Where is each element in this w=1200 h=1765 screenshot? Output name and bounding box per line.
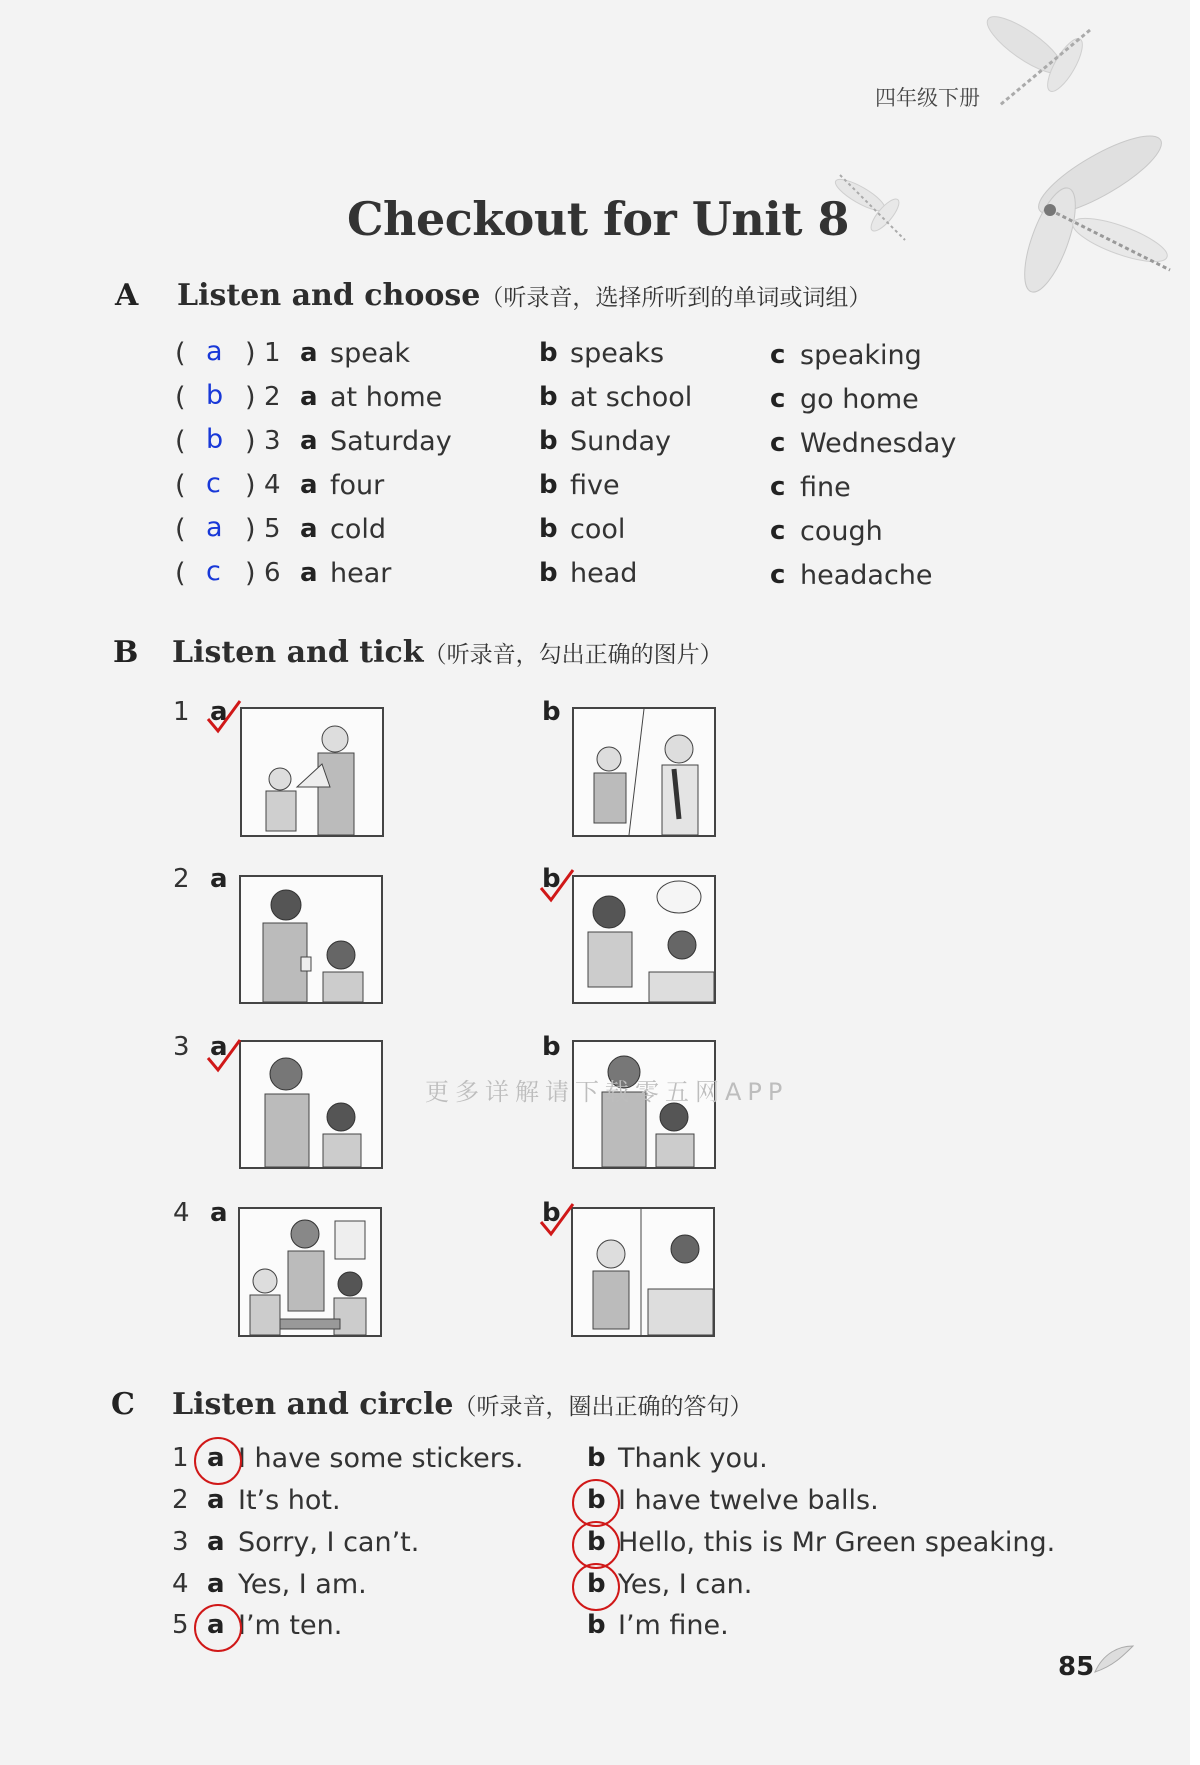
c4-label-a[interactable]: a — [207, 1569, 225, 1599]
a4-label-b: b — [539, 470, 558, 500]
section-c-heading: Listen and circle（听录音，圈出正确的答句） — [172, 1387, 753, 1422]
b3a-picture-woman-and-girl[interactable] — [239, 1040, 383, 1169]
section-a-letter: A — [115, 278, 139, 313]
c5-option-b: I’m fine. — [618, 1610, 729, 1641]
page-title: Checkout for Unit 8 — [346, 192, 850, 246]
a4-label-a: a — [300, 470, 318, 500]
a5-number: 5 — [264, 514, 281, 544]
b2-option-a-label: a — [210, 864, 228, 894]
a1-option-c: speaking — [800, 340, 922, 371]
tick-mark-b3-a — [204, 1036, 244, 1076]
section-b-instruction: （听录音，勾出正确的图片） — [423, 642, 723, 668]
b2-option-b-label: b — [542, 864, 561, 894]
page-edge — [1190, 0, 1200, 1765]
dragonfly-decoration-icon — [980, 10, 1110, 130]
a6-open-paren: ( — [175, 558, 186, 589]
a2-open-paren: ( — [175, 382, 186, 413]
b4-option-a-label: a — [210, 1198, 228, 1228]
a2-number: 2 — [264, 382, 281, 412]
a2-option-c: go home — [800, 384, 919, 415]
a6-label-b: b — [539, 558, 558, 588]
c2-label-b[interactable]: b — [587, 1485, 606, 1515]
tick-mark-b1-a — [204, 697, 244, 737]
a5-label-c: c — [770, 516, 786, 546]
c4-number: 4 — [172, 1569, 189, 1599]
a6-option-a: hear — [330, 558, 392, 589]
a3-option-c: Wednesday — [800, 428, 957, 459]
c3-label-a[interactable]: a — [207, 1527, 225, 1557]
a4-number: 4 — [264, 470, 281, 500]
section-a-instruction: （听录音，选择所听到的单词或词组） — [480, 285, 872, 311]
a1-label-a: a — [300, 338, 318, 368]
page-number: 85 — [1058, 1652, 1095, 1682]
a5-option-c: cough — [800, 516, 883, 547]
c4-option-b: Yes, I can. — [618, 1569, 753, 1600]
watermark-text: 更多详解请下载零五网APP — [425, 1078, 789, 1106]
c2-option-a: It’s hot. — [238, 1485, 341, 1516]
b3-option-a-label: a — [210, 1032, 228, 1062]
c3-number: 3 — [172, 1527, 189, 1557]
b4-option-b-label: b — [542, 1198, 561, 1228]
b3-option-b-label: b — [542, 1032, 561, 1062]
a3-option-a: Saturday — [330, 426, 452, 457]
c3-option-a: Sorry, I can’t. — [238, 1527, 420, 1558]
c1-label-a[interactable]: a — [207, 1443, 225, 1473]
a3-close-paren: ) — [245, 426, 256, 457]
c5-option-a: I’m ten. — [238, 1610, 343, 1641]
c1-option-a: I have some stickers. — [238, 1443, 524, 1474]
b2-number: 2 — [173, 864, 190, 894]
a5-option-a: cold — [330, 514, 387, 545]
tick-mark-b2-b — [537, 866, 577, 906]
a3-label-c: c — [770, 428, 786, 458]
a4-option-b: five — [570, 470, 620, 501]
section-b-heading: Listen and tick（听录音，勾出正确的图片） — [172, 635, 723, 670]
a5-option-b: cool — [570, 514, 626, 545]
a3-option-b: Sunday — [570, 426, 672, 457]
a2-label-c: c — [770, 384, 786, 414]
a2-answer[interactable]: b — [206, 380, 224, 411]
a4-option-c: fine — [800, 472, 851, 503]
a6-close-paren: ) — [245, 558, 256, 589]
c3-answer-circle — [572, 1521, 620, 1569]
b2a-picture-mother-and-child[interactable] — [239, 875, 383, 1004]
c2-answer-circle — [572, 1479, 620, 1527]
b1-number: 1 — [173, 697, 190, 727]
leaf-decoration-icon — [1093, 1644, 1135, 1674]
a1-number: 1 — [264, 338, 281, 368]
c4-label-b[interactable]: b — [587, 1569, 606, 1599]
b4a-picture-shop-scene[interactable] — [238, 1207, 382, 1337]
a5-label-a: a — [300, 514, 318, 544]
a6-label-a: a — [300, 558, 318, 588]
c5-answer-circle — [194, 1604, 242, 1652]
c4-answer-circle — [572, 1563, 620, 1611]
a2-label-b: b — [539, 382, 558, 412]
a4-option-a: four — [330, 470, 385, 501]
section-c-letter: C — [111, 1387, 135, 1422]
a1-open-paren: ( — [175, 338, 186, 369]
a5-close-paren: ) — [245, 514, 256, 545]
a1-option-b: speaks — [570, 338, 665, 369]
a6-option-b: head — [570, 558, 638, 589]
a1-close-paren: ) — [245, 338, 256, 369]
grade-label: 四年级下册 — [875, 86, 980, 110]
c2-option-b: I have twelve balls. — [618, 1485, 879, 1516]
b1b-picture-phone-call[interactable] — [572, 707, 716, 837]
a1-label-c: c — [770, 340, 786, 370]
a6-answer[interactable]: c — [206, 556, 221, 587]
b1-option-a-label: a — [210, 697, 228, 727]
a5-label-b: b — [539, 514, 558, 544]
a3-answer[interactable]: b — [206, 424, 224, 455]
a5-open-paren: ( — [175, 514, 186, 545]
c5-label-a[interactable]: a — [207, 1610, 225, 1640]
b1-option-b-label: b — [542, 697, 561, 727]
a2-option-b: at school — [570, 382, 693, 413]
a2-option-a: at home — [330, 382, 443, 413]
b4b-picture-boy-on-phone[interactable] — [571, 1207, 715, 1337]
b4-number: 4 — [173, 1198, 190, 1228]
a4-close-paren: ) — [245, 470, 256, 501]
c3-label-b[interactable]: b — [587, 1527, 606, 1557]
a3-label-a: a — [300, 426, 318, 456]
c3-option-b: Hello, this is Mr Green speaking. — [618, 1527, 1056, 1558]
a2-label-a: a — [300, 382, 318, 412]
b1a-picture-man-fanning-boy[interactable] — [240, 707, 384, 837]
c1-answer-circle — [194, 1437, 242, 1485]
b3-number: 3 — [173, 1032, 190, 1062]
c1-label-b[interactable]: b — [587, 1443, 606, 1473]
c5-label-b[interactable]: b — [587, 1610, 606, 1640]
a1-label-b: b — [539, 338, 558, 368]
tick-mark-b4-b — [537, 1200, 577, 1240]
c2-number: 2 — [172, 1485, 189, 1515]
a3-label-b: b — [539, 426, 558, 456]
c5-number: 5 — [172, 1610, 189, 1640]
c2-label-a[interactable]: a — [207, 1485, 225, 1515]
a3-number: 3 — [264, 426, 281, 456]
a1-answer[interactable]: a — [206, 336, 223, 367]
section-a-heading: Listen and choose（听录音，选择所听到的单词或词组） — [177, 278, 872, 313]
a4-label-c: c — [770, 472, 786, 502]
c1-option-b: Thank you. — [618, 1443, 768, 1474]
a2-close-paren: ) — [245, 382, 256, 413]
a5-answer[interactable]: a — [206, 512, 223, 543]
a6-option-c: headache — [800, 560, 933, 591]
a6-label-c: c — [770, 560, 786, 590]
a4-answer[interactable]: c — [206, 468, 221, 499]
a3-open-paren: ( — [175, 426, 186, 457]
section-c-instruction: （听录音，圈出正确的答句） — [453, 1394, 753, 1420]
c1-number: 1 — [172, 1443, 189, 1473]
c4-option-a: Yes, I am. — [238, 1569, 367, 1600]
a1-option-a: speak — [330, 338, 410, 369]
a6-number: 6 — [264, 558, 281, 588]
section-b-letter: B — [113, 635, 139, 670]
a4-open-paren: ( — [175, 470, 186, 501]
b2b-picture-phone-and-sick-child[interactable] — [572, 875, 716, 1004]
